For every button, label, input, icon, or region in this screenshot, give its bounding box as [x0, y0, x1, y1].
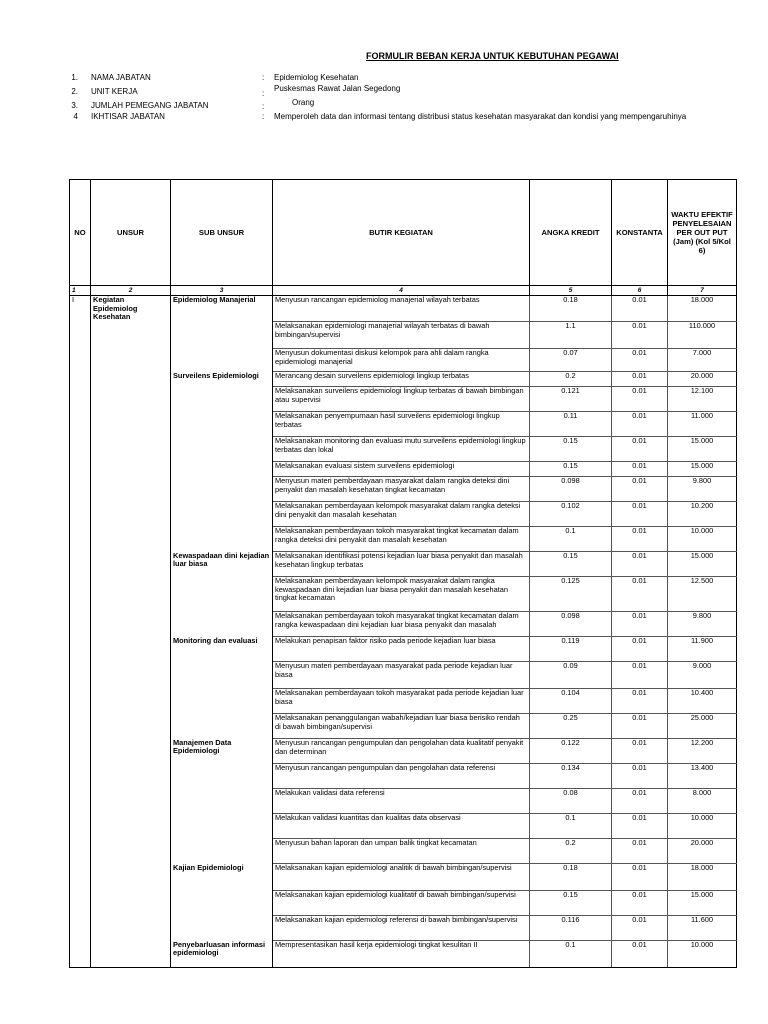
row-angka-kredit: 0.15 — [530, 462, 612, 477]
row-no — [70, 577, 91, 612]
column-number: 5 — [530, 286, 612, 296]
row-waktu-efektif: 10.400 — [668, 689, 737, 714]
row-waktu-efektif: 9.800 — [668, 612, 737, 637]
row-sub-unsur: Penyebarluasan informasi epidemiologi — [171, 941, 273, 968]
row-unsur — [91, 714, 171, 739]
table-row — [70, 477, 737, 502]
row-angka-kredit: 0.09 — [530, 662, 612, 689]
row-angka-kredit: 0.15 — [530, 891, 612, 916]
row-unsur — [91, 412, 171, 437]
row-unsur — [91, 764, 171, 789]
row-konstanta: 0.01 — [612, 296, 668, 322]
table-row — [70, 941, 737, 968]
table-row — [70, 789, 737, 814]
header-sub-unsur: SUB UNSUR — [171, 180, 273, 286]
table-row — [70, 527, 737, 552]
row-sub-unsur — [171, 891, 273, 916]
row-unsur — [91, 477, 171, 502]
info-colon: : — [262, 89, 265, 98]
row-angka-kredit: 0.121 — [530, 387, 612, 412]
row-sub-unsur — [171, 814, 273, 839]
table-row — [70, 662, 737, 689]
row-waktu-efektif: 9.800 — [668, 477, 737, 502]
row-konstanta: 0.01 — [612, 552, 668, 577]
info-label-unit-kerja: UNIT KERJA — [91, 87, 138, 96]
info-number: 4 — [73, 112, 78, 121]
row-waktu-efektif: 15.000 — [668, 552, 737, 577]
row-konstanta: 0.01 — [612, 764, 668, 789]
row-waktu-efektif: 12.200 — [668, 739, 737, 764]
row-konstanta: 0.01 — [612, 527, 668, 552]
header-waktu-efektif: WAKTU EFEKTIF PENYELESAIAN PER OUT PUT (Jam) (Kol 5/Kol 6) — [668, 180, 737, 286]
row-unsur — [91, 372, 171, 387]
column-number: 3 — [171, 286, 273, 296]
table-row — [70, 839, 737, 864]
column-number: 1 — [70, 286, 91, 296]
row-konstanta: 0.01 — [612, 349, 668, 372]
row-angka-kredit: 0.116 — [530, 916, 612, 941]
row-angka-kredit: 0.122 — [530, 739, 612, 764]
table-row — [70, 714, 737, 739]
row-sub-unsur: Epidemiolog Manajerial — [171, 296, 273, 322]
table-row — [70, 891, 737, 916]
row-waktu-efektif: 12.500 — [668, 577, 737, 612]
row-butir-kegiatan: Menyusun rancangan pengumpulan dan pengolahan data kualitatif penyakit dan determinan — [273, 739, 530, 764]
row-butir-kegiatan: Menyusun bahan laporan dan umpan balik tingkat kecamatan — [273, 839, 530, 864]
row-waktu-efektif: 12.100 — [668, 387, 737, 412]
header-unsur: UNSUR — [91, 180, 171, 286]
row-konstanta: 0.01 — [612, 412, 668, 437]
row-no — [70, 916, 91, 941]
row-angka-kredit: 0.15 — [530, 437, 612, 462]
table-row — [70, 412, 737, 437]
info-value-ikhtisar-jabatan: Memperoleh data dan informasi tentang distribusi status kesehatan masyarakat dan kondisi yang mempengaruhinya — [274, 112, 687, 121]
row-konstanta: 0.01 — [612, 502, 668, 527]
column-number: 2 — [91, 286, 171, 296]
row-butir-kegiatan: Melaksanakan monitoring dan evaluasi mutu surveilens epidemiologi lingkup terbatas dan lokal — [273, 437, 530, 462]
table-row — [70, 612, 737, 637]
row-no — [70, 764, 91, 789]
row-no — [70, 689, 91, 714]
table-row — [70, 349, 737, 372]
row-angka-kredit: 0.18 — [530, 864, 612, 891]
row-no — [70, 412, 91, 437]
row-unsur — [91, 739, 171, 764]
table-row — [70, 637, 737, 662]
row-unsur — [91, 941, 171, 968]
row-no — [70, 839, 91, 864]
table-row — [70, 387, 737, 412]
row-sub-unsur: Surveilens Epidemiologi — [171, 372, 273, 387]
row-konstanta: 0.01 — [612, 462, 668, 477]
table-row — [70, 577, 737, 612]
row-sub-unsur — [171, 387, 273, 412]
row-waktu-efektif: 10.000 — [668, 941, 737, 968]
form-title: FORMULIR BEBAN KERJA UNTUK KEBUTUHAN PEGAWAI — [366, 51, 619, 61]
row-waktu-efektif: 20.000 — [668, 372, 737, 387]
row-butir-kegiatan: Melaksanakan pemberdayaan tokoh masyarakat pada periode kejadian luar biasa — [273, 689, 530, 714]
column-number-row — [70, 286, 737, 296]
row-sub-unsur — [171, 714, 273, 739]
column-number: 4 — [273, 286, 530, 296]
row-sub-unsur: Monitoring dan evaluasi — [171, 637, 273, 662]
row-waktu-efektif: 9.000 — [668, 662, 737, 689]
row-no — [70, 891, 91, 916]
row-sub-unsur — [171, 437, 273, 462]
info-label-jumlah-pemegang: JUMLAH PEMEGANG JABATAN — [91, 101, 209, 110]
row-butir-kegiatan: Melaksanakan penyempurnaan hasil surveilens epidemiologi lingkup terbatas — [273, 412, 530, 437]
row-butir-kegiatan: Melakukan validasi kuantitas dan kualitas data observasi — [273, 814, 530, 839]
row-butir-kegiatan: Melakukan validasi data referensi — [273, 789, 530, 814]
row-konstanta: 0.01 — [612, 477, 668, 502]
table-row — [70, 916, 737, 941]
row-butir-kegiatan: Menyusun rancangan pengumpulan dan pengolahan data referensi — [273, 764, 530, 789]
row-waktu-efektif: 10.000 — [668, 814, 737, 839]
info-value-jumlah-pemegang: Orang — [292, 98, 315, 107]
row-konstanta: 0.01 — [612, 372, 668, 387]
info-value-nama-jabatan: Epidemiolog Kesehatan — [274, 73, 359, 82]
row-konstanta: 0.01 — [612, 322, 668, 349]
row-angka-kredit: 0.08 — [530, 789, 612, 814]
row-waktu-efektif: 10.000 — [668, 527, 737, 552]
row-sub-unsur — [171, 527, 273, 552]
row-unsur — [91, 814, 171, 839]
row-sub-unsur: Kewaspadaan dini kejadian luar biasa — [171, 552, 273, 577]
row-butir-kegiatan: Merancang desain surveilens epidemiologi lingkup terbatas — [273, 372, 530, 387]
row-sub-unsur — [171, 502, 273, 527]
table-row — [70, 864, 737, 891]
table-header-row — [70, 180, 737, 286]
row-no — [70, 739, 91, 764]
row-waktu-efektif: 11.600 — [668, 916, 737, 941]
info-label-nama-jabatan: NAMA JABATAN — [91, 73, 151, 82]
row-waktu-efektif: 18.000 — [668, 864, 737, 891]
row-konstanta: 0.01 — [612, 662, 668, 689]
row-sub-unsur — [171, 764, 273, 789]
header-konstanta: KONSTANTA — [612, 180, 668, 286]
table-row — [70, 372, 737, 387]
row-konstanta: 0.01 — [612, 577, 668, 612]
row-butir-kegiatan: Melaksanakan penanggulangan wabah/kejadian luar biasa berisiko rendah di bawah bimbingan/supervisi — [273, 714, 530, 739]
row-butir-kegiatan: Melaksanakan kajian epidemiologi analitik di bawah bimbingan/supervisi — [273, 864, 530, 891]
row-unsur — [91, 437, 171, 462]
row-konstanta: 0.01 — [612, 437, 668, 462]
row-waktu-efektif: 18.000 — [668, 296, 737, 322]
row-butir-kegiatan: Melaksanakan pemberdayaan kelompok masyarakat dalam rangka deteksi dini penyakit dan masalah kesehatan — [273, 502, 530, 527]
row-konstanta: 0.01 — [612, 891, 668, 916]
info-number: 2. — [71, 87, 78, 96]
row-butir-kegiatan: Menyusun rancangan epidemiolog manajerial wilayah terbatas — [273, 296, 530, 322]
table-row — [70, 739, 737, 764]
row-no — [70, 552, 91, 577]
row-unsur — [91, 322, 171, 349]
row-no — [70, 789, 91, 814]
row-butir-kegiatan: Melaksanakan epidemiologi manajerial wilayah terbatas di bawah bimbingan/supervisi — [273, 322, 530, 349]
row-angka-kredit: 0.102 — [530, 502, 612, 527]
row-no — [70, 372, 91, 387]
column-number: 7 — [668, 286, 737, 296]
row-no — [70, 714, 91, 739]
info-number: 1. — [71, 73, 78, 82]
row-unsur — [91, 527, 171, 552]
row-konstanta: 0.01 — [612, 941, 668, 968]
row-konstanta: 0.01 — [612, 689, 668, 714]
row-waktu-efektif: 110.000 — [668, 322, 737, 349]
row-no — [70, 322, 91, 349]
row-angka-kredit: 0.1 — [530, 527, 612, 552]
row-no — [70, 637, 91, 662]
row-konstanta: 0.01 — [612, 814, 668, 839]
row-waktu-efektif: 20.000 — [668, 839, 737, 864]
row-waktu-efektif: 7.000 — [668, 349, 737, 372]
header-butir-kegiatan: BUTIR KEGIATAN — [273, 180, 530, 286]
row-sub-unsur — [171, 689, 273, 714]
row-waktu-efektif: 11.000 — [668, 412, 737, 437]
row-sub-unsur: Manajemen Data Epidemiologi — [171, 739, 273, 764]
row-sub-unsur — [171, 839, 273, 864]
row-no — [70, 864, 91, 891]
row-unsur — [91, 612, 171, 637]
row-sub-unsur — [171, 662, 273, 689]
row-konstanta: 0.01 — [612, 789, 668, 814]
info-value-unit-kerja: Puskesmas Rawat Jalan Segedong — [274, 84, 401, 93]
row-angka-kredit: 0.104 — [530, 689, 612, 714]
row-butir-kegiatan: Menyusun dokumentasi diskusi kelompok para ahli dalam rangka epidemiologi manajerial — [273, 349, 530, 372]
row-unsur — [91, 891, 171, 916]
row-angka-kredit: 0.098 — [530, 477, 612, 502]
row-unsur — [91, 689, 171, 714]
row-unsur — [91, 387, 171, 412]
row-unsur — [91, 637, 171, 662]
row-butir-kegiatan: Mempresentasikan hasil kerja epidemiologi tingkat kesulitan II — [273, 941, 530, 968]
row-unsur — [91, 502, 171, 527]
row-sub-unsur — [171, 916, 273, 941]
row-angka-kredit: 0.098 — [530, 612, 612, 637]
row-angka-kredit: 0.2 — [530, 839, 612, 864]
row-angka-kredit: 0.125 — [530, 577, 612, 612]
row-angka-kredit: 0.15 — [530, 552, 612, 577]
table-row — [70, 462, 737, 477]
row-waktu-efektif: 15.000 — [668, 462, 737, 477]
row-konstanta: 0.01 — [612, 739, 668, 764]
info-colon: : — [262, 112, 265, 121]
row-no — [70, 387, 91, 412]
row-sub-unsur — [171, 322, 273, 349]
table-row — [70, 502, 737, 527]
row-konstanta: 0.01 — [612, 916, 668, 941]
table-row — [70, 296, 737, 322]
row-sub-unsur — [171, 477, 273, 502]
row-sub-unsur: Kajian Epidemiologi — [171, 864, 273, 891]
row-angka-kredit: 0.1 — [530, 814, 612, 839]
row-angka-kredit: 0.134 — [530, 764, 612, 789]
row-no: I — [70, 296, 91, 322]
row-butir-kegiatan: Melakukan penapisan faktor risiko pada periode kejadian luar biasa — [273, 637, 530, 662]
row-konstanta: 0.01 — [612, 612, 668, 637]
row-sub-unsur — [171, 412, 273, 437]
row-konstanta: 0.01 — [612, 387, 668, 412]
row-unsur — [91, 864, 171, 891]
row-angka-kredit: 1.1 — [530, 322, 612, 349]
row-no — [70, 662, 91, 689]
table-row — [70, 437, 737, 462]
row-butir-kegiatan: Melaksanakan evaluasi sistem surveilens epidemiologi — [273, 462, 530, 477]
row-sub-unsur — [171, 462, 273, 477]
row-no — [70, 462, 91, 477]
row-waktu-efektif: 13.400 — [668, 764, 737, 789]
row-unsur — [91, 462, 171, 477]
header-angka-kredit: ANGKA KREDIT — [530, 180, 612, 286]
row-waktu-efektif: 25.000 — [668, 714, 737, 739]
row-angka-kredit: 0.25 — [530, 714, 612, 739]
row-butir-kegiatan: Menyusun materi pemberdayaan masyarakat dalam rangka deteksi dini penyakit dan masalah kesehatan tingkat kecamatan — [273, 477, 530, 502]
row-butir-kegiatan: Menyusun materi pemberdayaan masyarakat pada periode kejadian luar biasa — [273, 662, 530, 689]
row-unsur — [91, 577, 171, 612]
row-waktu-efektif: 15.000 — [668, 891, 737, 916]
table-row — [70, 764, 737, 789]
row-sub-unsur — [171, 612, 273, 637]
row-no — [70, 349, 91, 372]
row-unsur — [91, 552, 171, 577]
row-no — [70, 941, 91, 968]
table-row — [70, 322, 737, 349]
row-sub-unsur — [171, 349, 273, 372]
workload-table — [69, 179, 737, 968]
info-label-ikhtisar-jabatan: IKHTISAR JABATAN — [91, 112, 165, 121]
table-row — [70, 689, 737, 714]
info-number: 3. — [71, 101, 78, 110]
row-no — [70, 502, 91, 527]
row-angka-kredit: 0.07 — [530, 349, 612, 372]
row-waktu-efektif: 11.900 — [668, 637, 737, 662]
table-row — [70, 552, 737, 577]
row-unsur — [91, 916, 171, 941]
row-angka-kredit: 0.2 — [530, 372, 612, 387]
column-number: 6 — [612, 286, 668, 296]
row-unsur — [91, 349, 171, 372]
row-konstanta: 0.01 — [612, 864, 668, 891]
row-unsur — [91, 839, 171, 864]
row-waktu-efektif: 15.000 — [668, 437, 737, 462]
row-no — [70, 437, 91, 462]
row-waktu-efektif: 8.000 — [668, 789, 737, 814]
row-no — [70, 477, 91, 502]
row-sub-unsur — [171, 577, 273, 612]
row-no — [70, 612, 91, 637]
row-no — [70, 527, 91, 552]
row-konstanta: 0.01 — [612, 714, 668, 739]
row-butir-kegiatan: Melaksanakan kajian epidemiologi kualitatif di bawah bimbingan/supervisi — [273, 891, 530, 916]
row-butir-kegiatan: Melaksanakan identifikasi potensi kejadian luar biasa penyakit dan masalah kesehatan lingkup terbatas — [273, 552, 530, 577]
row-waktu-efektif: 10.200 — [668, 502, 737, 527]
row-butir-kegiatan: Melaksanakan pemberdayaan tokoh masyarakat tingkat kecamatan dalam rangka deteksi dini penyakit dan masalah kesehatan — [273, 527, 530, 552]
row-konstanta: 0.01 — [612, 637, 668, 662]
info-colon: : — [262, 102, 265, 111]
row-unsur — [91, 789, 171, 814]
row-unsur — [91, 662, 171, 689]
row-no — [70, 814, 91, 839]
header-no: NO — [70, 180, 91, 286]
row-konstanta: 0.01 — [612, 839, 668, 864]
row-butir-kegiatan: Melaksanakan pemberdayaan kelompok masyarakat dalam rangka kewaspadaan dini kejadian luar biasa penyakit dan masalah kesehatan tingkat kecamatan — [273, 577, 530, 612]
info-colon: : — [262, 73, 265, 82]
row-angka-kredit: 0.1 — [530, 941, 612, 968]
row-butir-kegiatan: Melaksanakan surveilens epidemiologi lingkup terbatas di bawah bimbingan atau supervisi — [273, 387, 530, 412]
row-angka-kredit: 0.11 — [530, 412, 612, 437]
table-row — [70, 814, 737, 839]
row-unsur: Kegiatan Epidemiolog Kesehatan — [91, 296, 171, 322]
row-angka-kredit: 0.18 — [530, 296, 612, 322]
row-butir-kegiatan: Melaksanakan kajian epidemiologi referensi di bawah bimbingan/supervisi — [273, 916, 530, 941]
row-butir-kegiatan: Melaksanakan pemberdayaan tokoh masyarakat tingkat kecamatan dalam rangka kewaspadaan dini kejadian luar biasa penyakit dan masalah — [273, 612, 530, 637]
row-angka-kredit: 0.119 — [530, 637, 612, 662]
row-sub-unsur — [171, 789, 273, 814]
